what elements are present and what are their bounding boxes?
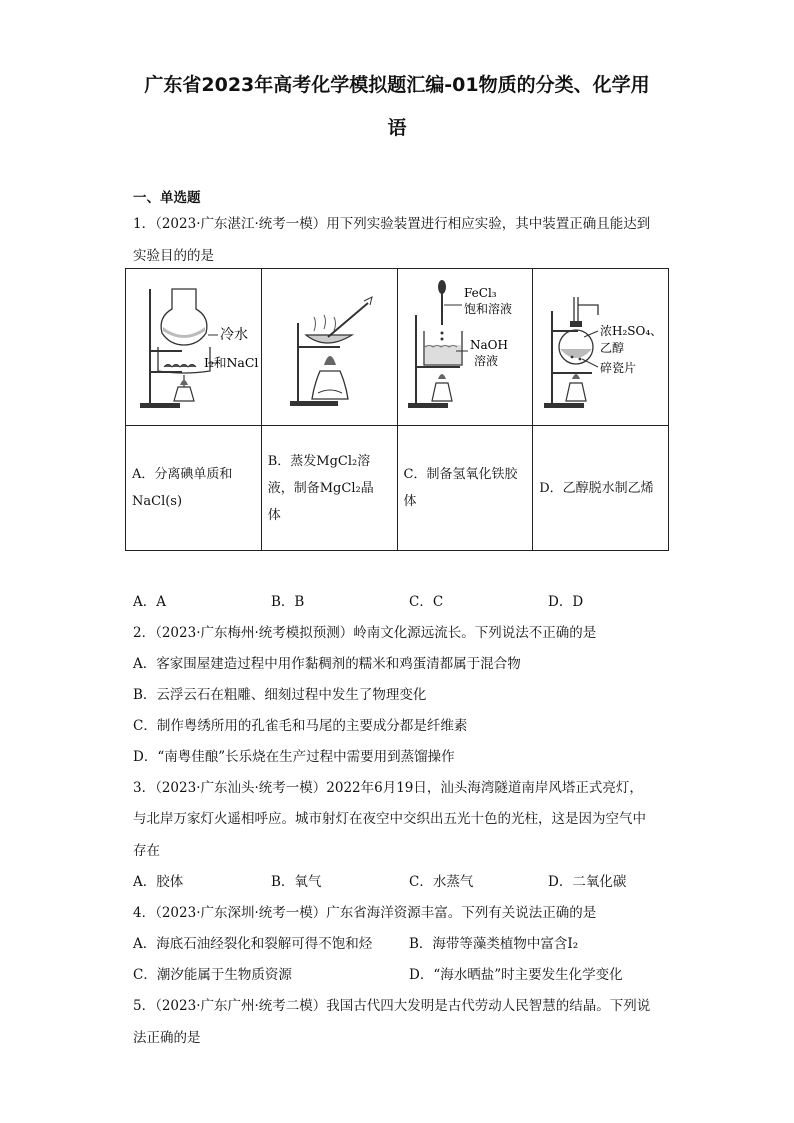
q5-stem-line1: 5．（2023·广东广州·统考二模）我国古代四大发明是古代劳动人民智慧的结晶。下列说 (133, 998, 651, 1014)
label-cold-water: 冷水 (220, 327, 249, 343)
caption-c-line1: C．制备氢氧化铁胶 (403, 467, 518, 482)
caption-a-line2: NaCl(s) (132, 494, 183, 509)
q1-stem-line1: 1．（2023·广东湛江·统考一模）用下列实验装置进行相应实验，其中装置正确且能达到 (133, 216, 651, 232)
apparatus-c-cell (397, 269, 533, 426)
q2-stem: 2．（2023·广东梅州·统考模拟预测）岭南文化源远流长。下列说法不正确的是 (133, 625, 597, 641)
q3-stem-line1: 3．（2023·广东汕头·统考一模）2022年6月19日，汕头海湾隧道南岸风塔正式亮灯， (133, 780, 643, 796)
q2-option-a[interactable]: A．客家围屋建造过程中用作黏稠剂的糯米和鸡蛋清都属于混合物 (133, 656, 521, 672)
q4-option-b[interactable]: B．海带等藻类植物中富含I₂ (409, 936, 579, 952)
label-ethanol: 乙醇 (599, 341, 624, 355)
q1-stem-line2: 实验目的的是 (133, 248, 214, 264)
q4-stem: 4．（2023·广东深圳·统考一模）广东省海洋资源丰富。下列有关说法正确的是 (133, 905, 597, 921)
section-heading: 一、单选题 (133, 190, 201, 206)
q2-option-c[interactable]: C．制作粤绣所用的孔雀毛和马尾的主要成分都是纤维素 (133, 718, 468, 734)
caption-d-line1: D．乙醇脱水制乙烯 (539, 480, 654, 496)
q4-option-a[interactable]: A．海底石油经裂化和裂解可得不饱和烃 (133, 936, 373, 952)
page-title-line2: 语 (387, 117, 407, 139)
q4-option-d[interactable]: D．“海水晒盐”时主要发生化学变化 (409, 967, 623, 983)
q1-option-d[interactable]: D．D (548, 594, 584, 610)
label-porcelain: 碎瓷片 (599, 361, 636, 375)
label-conc-h2so4: 浓H₂SO₄、 (599, 324, 662, 338)
evaporation-apparatus-diagram (264, 275, 394, 415)
q5-stem-line2: 法正确的是 (133, 1030, 201, 1046)
q1-apparatus-table (125, 268, 669, 551)
q3-stem-line2: 与北岸万家灯火遥相呼应。城市射灯在夜空中交织出五光十色的光柱，这是因为空气中 (133, 811, 646, 827)
apparatus-a-cell (126, 269, 262, 426)
caption-a (126, 426, 262, 551)
q3-option-a[interactable]: A．胶体 (133, 874, 184, 890)
q3-option-c[interactable]: C．水蒸气 (409, 874, 474, 890)
label-naoh: NaOH (469, 338, 508, 352)
caption-b-line3: 体 (267, 507, 281, 523)
q1-option-a[interactable]: A．A (133, 594, 166, 610)
sublimation-apparatus-diagram (128, 275, 258, 415)
caption-d (533, 426, 669, 551)
q3-option-b[interactable]: B．氧气 (271, 874, 322, 890)
q2-option-b[interactable]: B．云浮云石在粗雕、细刻过程中发生了物理变化 (133, 687, 427, 703)
q3-option-d[interactable]: D．二氧化碳 (548, 874, 627, 890)
label-saturated: 饱和溶液 (463, 302, 512, 316)
caption-b-line1: B．蒸发MgCl₂溶 (267, 453, 371, 469)
caption-b-line2: 液，制备MgCl₂晶 (267, 480, 374, 496)
ethylene-apparatus-diagram (536, 275, 666, 415)
q2-option-d[interactable]: D．“南粤佳酿”长乐烧在生产过程中需要用到蒸馏操作 (133, 749, 455, 765)
q3-stem-line3: 存在 (133, 843, 160, 859)
label-fecl3: FeCl₃ (463, 286, 497, 300)
caption-c-line2: 体 (403, 494, 417, 509)
caption-c (397, 426, 533, 551)
apparatus-b-cell (261, 269, 397, 426)
apparatus-d-cell (533, 269, 669, 426)
caption-b (261, 426, 397, 551)
colloid-apparatus-diagram (400, 275, 530, 415)
caption-a-line1: A．分离碘单质和 (132, 467, 233, 482)
q4-option-c[interactable]: C．潮汐能属于生物质资源 (133, 967, 292, 983)
page-title-line1: 广东省2023年高考化学模拟题汇编-01物质的分类、化学用 (144, 74, 650, 96)
q1-option-c[interactable]: C．C (409, 594, 444, 610)
label-solution: 溶液 (473, 354, 498, 368)
q1-option-b[interactable]: B．B (271, 594, 305, 610)
label-i2-nacl: I₂和NaCl (204, 355, 259, 370)
